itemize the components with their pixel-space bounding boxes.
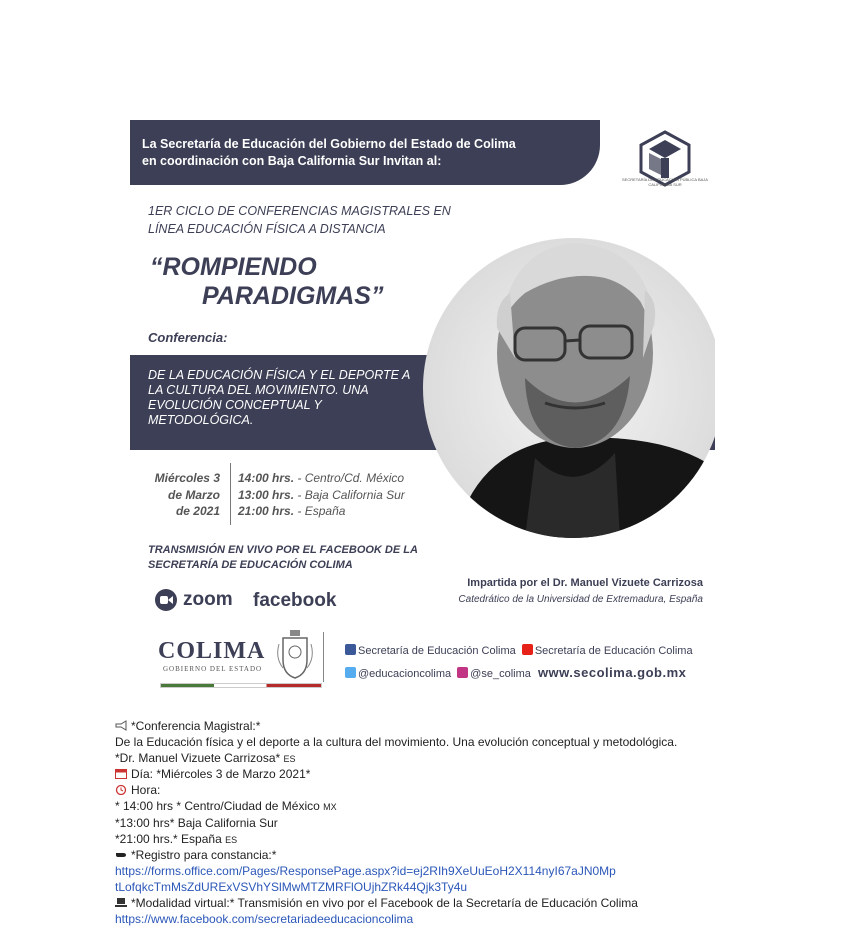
state-seal-icon (275, 628, 315, 680)
speaker-portrait-icon (415, 208, 715, 538)
header-line-2: en coordinación con Baja California Sur Invitan al: (142, 154, 442, 168)
virtual-mode-text: *Modalidad virtual:* Transmisión en vivo por el Facebook de la Secretaría de Educación Colima (131, 895, 638, 910)
conference-label: Conferencia: (148, 330, 228, 345)
time2-place: - Baja California Sur (294, 487, 405, 502)
colima-subtitle: GOBIERNO DEL ESTADO (163, 665, 263, 673)
date-line-1: Miércoles 3 (154, 471, 220, 485)
conference-heading: *Conferencia Magistral:* (131, 719, 261, 733)
time3-hour: 21:00 hrs. (238, 504, 295, 518)
title-line-2: PARADIGMAS” (202, 282, 384, 310)
instagram-icon (457, 667, 468, 678)
footer-divider (323, 632, 324, 682)
megaphone-icon (115, 720, 127, 731)
date-line-3: de 2021 (175, 504, 220, 518)
title-line-1: “ROMPIENDO (150, 253, 317, 281)
flag-es-tag-2: ES (225, 834, 238, 845)
alarm-clock-icon (115, 784, 127, 795)
zoom-camera-icon (155, 589, 177, 611)
social-facebook: Secretaría de Educación Colima (358, 645, 516, 657)
speaker-name: Impartida por el Dr. Manuel Vizuete Carrizosa (467, 577, 703, 589)
text-line-3 (115, 751, 835, 768)
cycle-heading (148, 202, 451, 238)
registration-link-2[interactable]: tLofqkcTmMsZdURExVSVhYSlMwMTZMRFlOUjhZRk44Qjk3Ty4u (115, 879, 468, 894)
social-instagram: @se_colima (470, 668, 531, 680)
facebook-label: facebook (253, 590, 337, 611)
time3-place: - España (294, 504, 346, 518)
text-line-12 (115, 896, 835, 912)
flag-stripe (160, 683, 322, 688)
conference-topic: DE LA EDUCACIÓN FÍSICA Y EL DEPORTE A LA CULTURA DEL MOVIMIENTO. UNA EVOLUCIÓN CONCEPTUAL Y METODOLÓGICA. (148, 368, 410, 427)
social-links (345, 640, 693, 685)
time-mexico: * 14:00 hrs * Centro/Ciudad de México (115, 798, 320, 813)
speaker-text: *Dr. Manuel Vizuete Carrizosa* (115, 750, 281, 765)
flag-mx-tag: MX (323, 801, 337, 812)
logo-caption: SECRETARÍA DE EDUCACIÓN PÚBLICA BAJA CALIFORNIA SUR (622, 177, 708, 187)
text-line-5 (115, 783, 835, 799)
colima-logo: COLIMA (158, 638, 266, 664)
header-line-1: La Secretaría de Educación del Gobierno del Estado de Colima (142, 137, 516, 151)
hour-label: Hora: (131, 783, 161, 798)
text-line-6 (115, 799, 835, 816)
text-line-1 (115, 719, 835, 735)
zoom-logo (155, 589, 233, 611)
poster-header (130, 120, 600, 185)
zoom-label: zoom (183, 589, 233, 610)
speaker-affiliation: Catedrático de la Universidad de Extremadura, España (458, 594, 703, 605)
date-line-2: de Marzo (167, 487, 220, 502)
live-line-2: SECRETARÍA DE EDUCACIÓN COLIMA (148, 559, 353, 571)
social-youtube: Secretaría de Educación Colima (534, 645, 693, 657)
calendar-icon (115, 768, 127, 779)
flag-es-tag: ES (283, 753, 296, 764)
registration-label: *Registro para constancia:* (131, 848, 277, 863)
pointing-hand-icon (115, 849, 127, 860)
text-line-2: De la Educación física y el deporte a la cultura del movimiento. Una evolución conceptual y metodológica. (115, 734, 678, 749)
registration-link-1[interactable]: https://forms.office.com/Pages/ResponsePage.aspx?id=ej2RIh9XeUuEoH2X114nyI67aJN0Mp (115, 864, 616, 879)
time1-place: - Centro/Cd. México (294, 471, 405, 485)
event-description (115, 719, 835, 927)
event-times (238, 470, 405, 520)
speaker-credit (458, 575, 703, 608)
text-line-7: *13:00 hrs* Baja California Sur (115, 815, 278, 830)
schedule-divider (230, 463, 231, 525)
date-text: Día: *Miércoles 3 de Marzo 2021* (131, 767, 311, 782)
twitter-icon (345, 667, 356, 678)
text-line-4 (115, 767, 835, 783)
cycle-line-1: 1ER CICLO DE CONFERENCIAS MAGISTRALES EN (148, 204, 451, 218)
time-spain: *21:00 hrs.* España (115, 831, 222, 846)
facebook-page-link[interactable]: https://www.facebook.com/secretariadeeducacioncolima (115, 911, 414, 926)
time1-hour: 14:00 hrs. (238, 471, 295, 485)
website-url: www.secolima.gob.mx (537, 665, 687, 680)
text-line-9 (115, 848, 835, 864)
social-twitter: @educacioncolima (358, 668, 452, 680)
laptop-icon (115, 897, 127, 908)
facebook-icon (345, 644, 356, 655)
text-line-8 (115, 832, 835, 849)
cycle-line-2: LÍNEA EDUCACIÓN FÍSICA A DISTANCIA (148, 222, 386, 236)
live-broadcast-note (148, 543, 418, 573)
poster-title (150, 253, 383, 311)
time2-hour: 13:00 hrs. (238, 487, 295, 502)
live-line-1: TRANSMISIÓN EN VIVO POR EL FACEBOOK DE LA (148, 544, 418, 556)
event-date (140, 470, 220, 520)
event-poster (130, 120, 715, 690)
youtube-icon (522, 644, 533, 655)
